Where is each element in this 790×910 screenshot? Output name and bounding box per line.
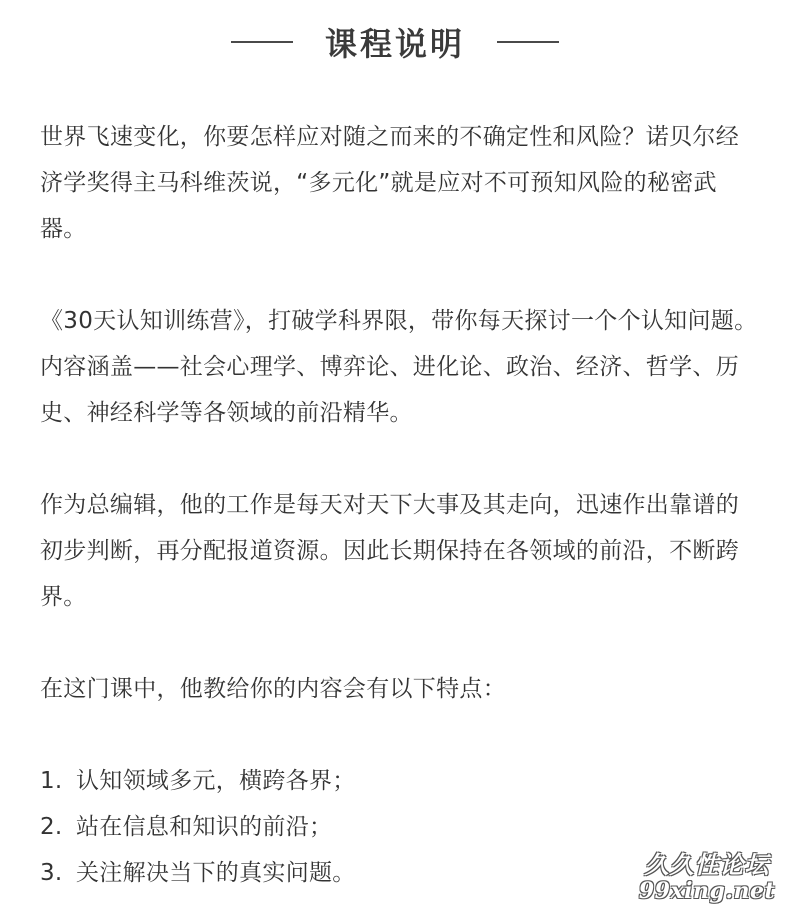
list-item-text: 站在信息和知识的前沿； [76,814,333,840]
section-header [0,18,790,66]
list-item [40,804,760,850]
site-watermark [632,851,782,904]
paragraph-spacer [40,620,760,666]
watermark-name: 久久性论坛 [644,850,770,880]
paragraph-spacer [40,712,760,758]
list-item-number: 2. [40,814,63,840]
list-item-number: 1. [40,768,63,794]
list-item [40,758,760,804]
paragraph-editor-role: 作为总编辑，他的工作是每天对天下大事及其走向，迅速作出靠谱的初步判断，再分配报道资源。因此长期保持在各领域的前沿，不断跨界。 [40,492,739,610]
paragraph-intro: 世界飞速变化，你要怎样应对随之而来的不确定性和风险？诺贝尔经济学奖得主马科维茨说，“多元化”就是应对不可预知风险的秘密武器。 [40,124,739,242]
list-item-number: 3. [40,860,63,886]
paragraph-spacer [40,252,760,298]
paragraph-course-overview: 《30天认知训练营》，打破学科界限，带你每天探讨一个个认知问题。内容涵盖——社会心理学、博弈论、进化论、政治、经济、哲学、历史、神经科学等各领域的前沿精华。 [40,308,758,426]
watermark-url: 99xing.net [638,877,776,904]
header-line-right [497,41,559,43]
course-description [40,114,760,896]
paragraph-features-intro: 在这门课中，他教给你的内容会有以下特点： [40,676,506,702]
header-line-left [231,41,293,43]
list-item-text: 关注解决当下的真实问题。 [76,860,356,886]
page-title: 课程说明 [324,25,465,63]
list-item-text: 认知领域多元，横跨各界； [76,768,356,794]
paragraph-spacer [40,436,760,482]
